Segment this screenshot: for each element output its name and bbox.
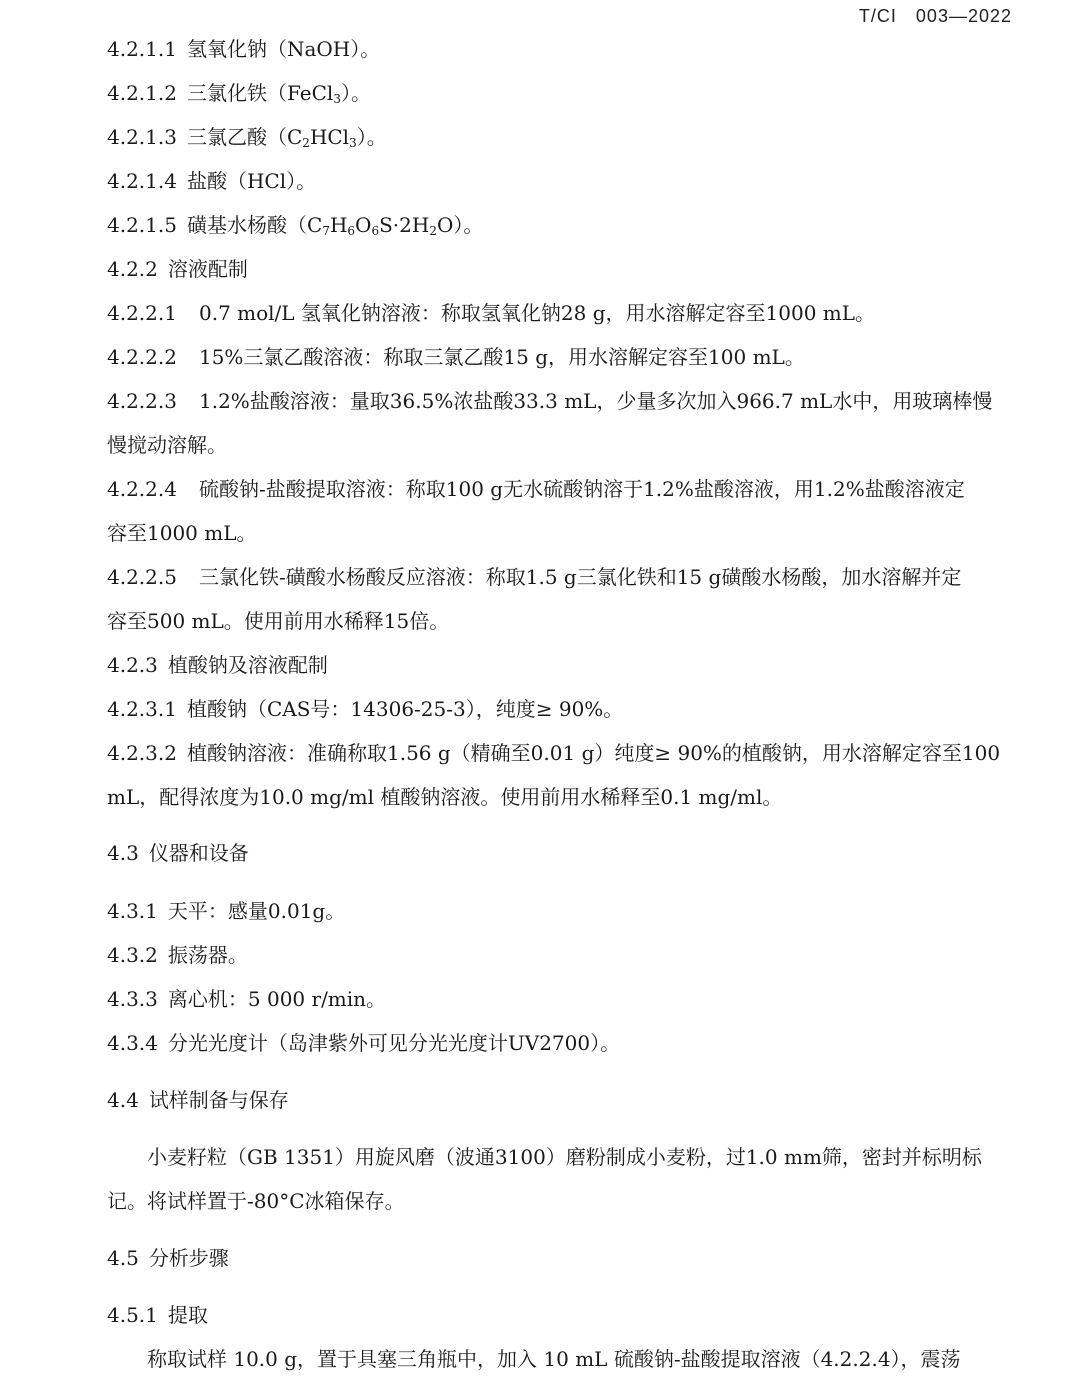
heading-4-2-2: 4.2.2 溶液配制 <box>107 257 248 281</box>
item-4-2-3-1: 4.2.3.1 植酸钠（CAS号：14306-25-3），纯度≥ 90%。 <box>107 697 624 721</box>
item-4-3-3: 4.3.3 离心机：5 000 r/min。 <box>107 987 387 1011</box>
item-4-2-2-1: 4.2.2.1 0.7 mol/L 氢氧化钠溶液：称取氢氧化钠28 g，用水溶解定容至1000 mL。 <box>107 301 876 325</box>
item-4-2-1-3: 4.2.1.3 三氯乙酸$(C_2HCl_3)$。 <box>107 125 387 150</box>
item-4-2-2-3: 4.2.2.3 1.2%盐酸溶液：量取36.5%浓盐酸33.3 mL，少量多次加入966.7 mL水中，用玻璃棒慢 <box>107 389 993 413</box>
heading-4-5-1: 4.5.1 提取 <box>107 1303 208 1327</box>
item-4-2-1-2: 4.2.1.2 三氯化铁（FeCl$_3$）。 <box>107 81 371 106</box>
item-4-2-2-4-cont: 容至1000 mL。 <box>107 521 257 545</box>
heading-4-4: 4.4 试样制备与保存 <box>107 1088 289 1112</box>
item-4-2-2-3-cont: 慢搅动溶解。 <box>107 433 227 457</box>
heading-4-5: 4.5 分析步骤 <box>107 1246 229 1270</box>
item-4-2-3-2-cont: mL，配得浓度为10.0 mg/ml 植酸钠溶液。使用前用水稀释至0.1 mg/ml。 <box>107 785 783 809</box>
paragraph-extraction: 称取试样 10.0 g，置于具塞三角瓶中，加入 10 mL 硫酸钠-盐酸提取溶液（4.2.2.4），震荡 <box>147 1347 961 1371</box>
item-4-2-2-5-cont: 容至500 mL。使用前用水稀释15倍。 <box>107 609 450 633</box>
item-4-2-2-2: 4.2.2.2 15%三氯乙酸溶液：称取三氯乙酸15 g，用水溶解定容至100 mL。 <box>107 345 805 369</box>
heading-4-2-3: 4.2.3 植酸钠及溶液配制 <box>107 653 328 677</box>
item-4-2-2-4: 4.2.2.4 硫酸钠-盐酸提取溶液：称取100 g无水硫酸钠溶于1.2%盐酸溶液，用1.2%盐酸溶液定 <box>107 477 965 501</box>
item-4-2-1-5: 4.2.1.5 磺基水杨酸$(C_7H_6O_6S\cdot 2H_2O)$。 <box>107 213 484 238</box>
heading-4-3: 4.3 仪器和设备 <box>107 841 249 865</box>
paragraph-sample-prep: 小麦籽粒（GB 1351）用旋风磨（波通3100）磨粉制成小麦粉，过1.0 mm筛，密封并标明标 <box>147 1145 982 1169</box>
paragraph-sample-prep-cont: 记。将试样置于-80°C冰箱保存。 <box>107 1189 405 1213</box>
item-4-3-4: 4.3.4 分光光度计（岛津紫外可见分光光度计UV2700）。 <box>107 1031 621 1055</box>
document-code-header: T/CI 003—2022 <box>858 6 1012 26</box>
item-4-3-2: 4.3.2 振荡器。 <box>107 943 248 967</box>
item-4-2-3-2: 4.2.3.2 植酸钠溶液：准确称取1.56 g（精确至0.01 g）纯度≥ 90%的植酸钠，用水溶解定容至100 <box>107 741 1001 765</box>
item-4-3-1: 4.3.1 天平：感量0.01g。 <box>107 899 346 923</box>
item-4-2-1-4: 4.2.1.4 盐酸（HCl）。 <box>107 169 317 193</box>
item-4-2-1-1: 4.2.1.1 氢氧化钠（NaOH）。 <box>107 37 381 61</box>
item-4-2-2-5: 4.2.2.5 三氯化铁-磺酸水杨酸反应溶液：称取1.5 g三氯化铁和15 g磺酸水杨酸，加水溶解并定 <box>107 565 962 589</box>
